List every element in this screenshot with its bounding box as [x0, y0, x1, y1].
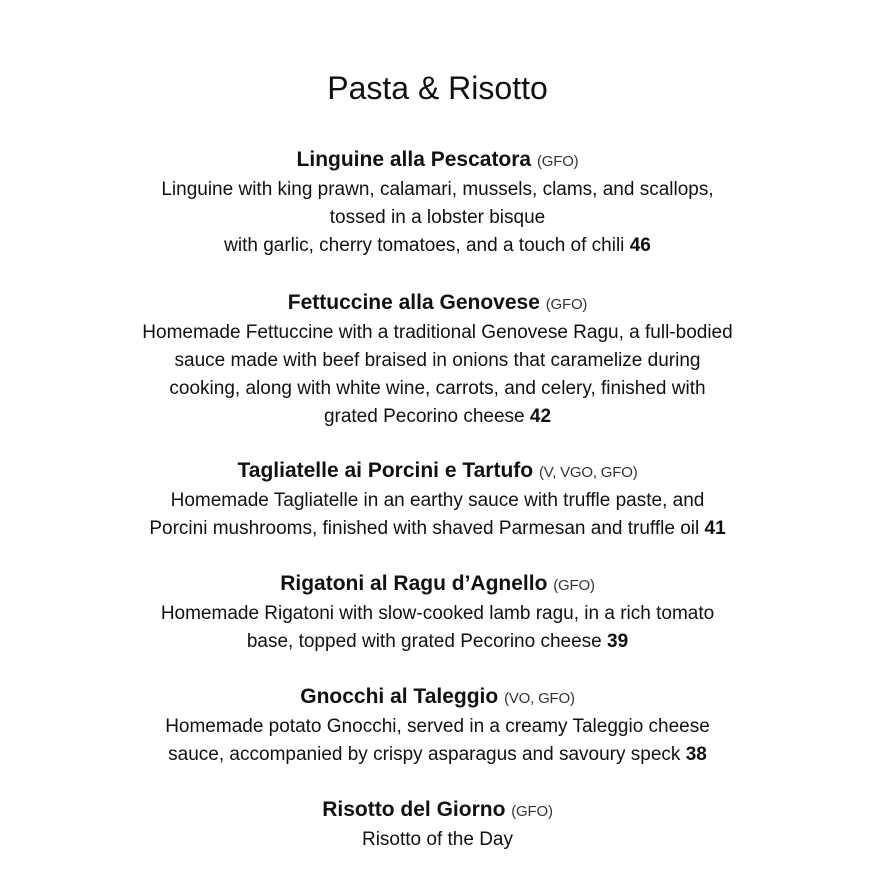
dish-description [0, 319, 875, 431]
description-line [0, 403, 875, 431]
dietary-tags: (V, VGO, GFO) [538, 464, 638, 481]
dietary-tags: (GFO) [511, 803, 553, 820]
menu-item [0, 457, 875, 543]
dish-heading [0, 570, 875, 600]
description-text: base, topped with grated Pecorino cheese [246, 631, 602, 652]
description-line: Homemade Tagliatelle in an earthy sauce with truffle paste, and [170, 490, 705, 511]
menu-item [0, 683, 875, 769]
dietary-tags: (GFO) [536, 153, 579, 170]
menu-item [0, 289, 875, 431]
description-line [0, 628, 875, 656]
dish-name: Linguine alla Pescatora [296, 148, 532, 171]
dish-heading [0, 796, 875, 826]
description-line: Homemade Fettuccine with a traditional Genovese Ragu, a full-bodied [142, 322, 733, 343]
description-line: Risotto of the Day [361, 829, 514, 850]
dish-price: 39 [607, 631, 629, 652]
menu-item [0, 146, 875, 260]
menu-item [0, 796, 875, 854]
dish-name: Rigatoni al Ragu d’Agnello [280, 572, 548, 595]
description-text: sauce, accompanied by crispy asparagus and savoury speck [168, 744, 681, 765]
description-line: Linguine with king prawn, calamari, mussels, clams, and scallops, [161, 179, 714, 200]
dish-description [0, 713, 875, 769]
dish-name: Tagliatelle ai Porcini e Tartufo [237, 459, 534, 482]
menu-item [0, 570, 875, 656]
description-text: with garlic, cherry tomatoes, and a touch of chili [224, 235, 625, 256]
description-line: cooking, along with white wine, carrots, and celery, finished with [169, 378, 706, 399]
dish-description [0, 176, 875, 260]
dish-description [0, 487, 875, 543]
dish-price: 41 [704, 518, 726, 539]
description-line: Homemade potato Gnocchi, served in a creamy Taleggio cheese [165, 716, 710, 737]
dietary-tags: (VO, GFO) [504, 690, 575, 707]
dish-description [0, 826, 875, 854]
description-line: sauce made with beef braised in onions that caramelize during [174, 350, 701, 371]
dish-price: 46 [629, 235, 651, 256]
dish-name: Risotto del Giorno [322, 798, 506, 821]
description-line: Homemade Rigatoni with slow-cooked lamb ragu, in a rich tomato [160, 603, 715, 624]
dish-heading [0, 457, 875, 487]
dish-description [0, 600, 875, 656]
description-text: grated Pecorino cheese [323, 406, 525, 427]
description-line: tossed in a lobster bisque [329, 207, 546, 228]
description-text: Porcini mushrooms, finished with shaved Parmesan and truffle oil [149, 518, 700, 539]
description-line [0, 741, 875, 769]
dietary-tags: (GFO) [545, 296, 588, 313]
dietary-tags: (GFO) [553, 577, 595, 594]
section-title: Pasta & Risotto [327, 70, 548, 106]
dish-name: Fettuccine alla Genovese [287, 291, 540, 314]
dish-heading [0, 289, 875, 319]
dish-heading [0, 683, 875, 713]
description-line [0, 515, 875, 543]
dish-heading [0, 146, 875, 176]
dish-price: 42 [529, 406, 552, 427]
description-line [0, 232, 875, 260]
dish-price: 38 [685, 744, 707, 765]
dish-name: Gnocchi al Taleggio [300, 685, 499, 708]
